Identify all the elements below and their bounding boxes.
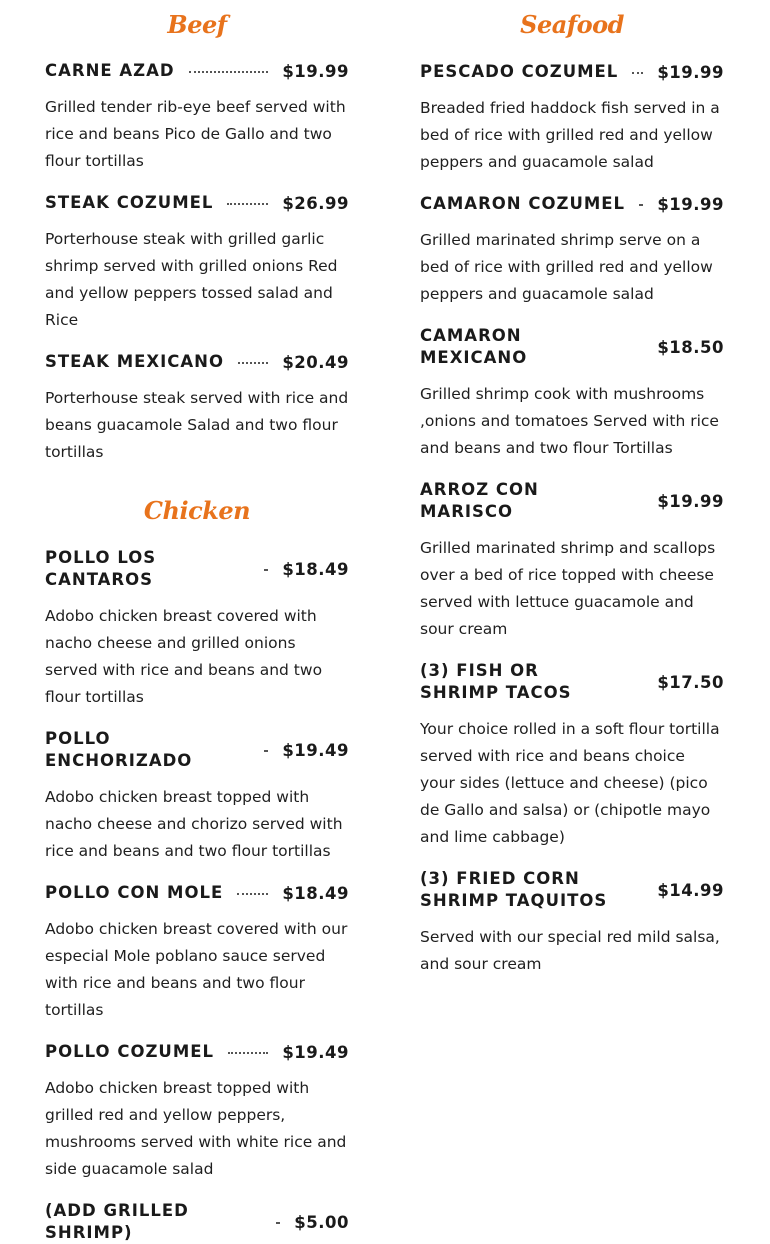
menu-item-description: Served with our special red mild salsa, and sour cream xyxy=(420,928,720,973)
menu-item-description: Adobo chicken breast topped with nacho cheese and chorizo served with rice and beans and two flour tortillas xyxy=(45,788,343,860)
dotted-leader xyxy=(238,362,268,364)
menu-item-name: PESCADO COZUMEL xyxy=(420,62,619,81)
menu-item xyxy=(45,547,349,711)
dotted-leader xyxy=(237,893,268,895)
menu-item-price: $18.49 xyxy=(282,883,349,903)
menu-item xyxy=(420,325,724,462)
menu-item-name: (3) FRIED CORN SHRIMP TAQUITOS xyxy=(420,869,608,910)
menu-item-header xyxy=(45,60,349,82)
menu-item-header xyxy=(45,882,349,904)
menu-item xyxy=(420,868,724,978)
menu-item-description: Adobo chicken breast covered with nacho cheese and grilled onions served with rice and beans and two flour tortillas xyxy=(45,607,323,706)
menu-item-header xyxy=(45,192,349,214)
right-column xyxy=(420,0,724,978)
dotted-leader xyxy=(632,72,643,74)
menu-item xyxy=(45,60,349,175)
menu-item-price: $19.99 xyxy=(657,62,724,82)
dotted-leader xyxy=(227,203,268,205)
menu-item xyxy=(45,1041,349,1183)
menu-item xyxy=(45,192,349,334)
menu-item-name: (3) FISH OR SHRIMP TACOS xyxy=(420,661,572,702)
menu-item-header xyxy=(45,1200,349,1244)
menu-item-price: $5.00 xyxy=(294,1212,349,1232)
menu-item xyxy=(420,61,724,176)
menu-item-description: Grilled marinated shrimp and scallops over a bed of rice topped with cheese served with lettuce guacamole and sour cream xyxy=(420,539,716,638)
menu-item-name: POLLO ENCHORIZADO xyxy=(45,729,193,770)
menu-item xyxy=(45,1200,349,1244)
menu-item-header xyxy=(45,728,349,772)
menu-item-description: Your choice rolled in a soft flour tortilla served with rice and beans choice your sides (lettuce and cheese) (pico de Gallo and salsa) or (chipotle mayo and lime cabbage) xyxy=(420,720,720,846)
menu-item-price: $18.49 xyxy=(282,559,349,579)
dotted-leader xyxy=(276,1222,280,1224)
menu-item-name: CAMARON COZUMEL xyxy=(420,194,626,213)
menu-item-price: $20.49 xyxy=(282,352,349,372)
menu-item-description: Grilled marinated shrimp serve on a bed of rice with grilled red and yellow peppers and guacamole salad xyxy=(420,231,713,303)
menu-item-price: $19.99 xyxy=(657,194,724,214)
menu-item-header xyxy=(45,1041,349,1063)
section-title-beef: Beef xyxy=(167,10,227,39)
menu-item-name: POLLO COZUMEL xyxy=(45,1042,215,1061)
menu-item-name: ARROZ CON MARISCO xyxy=(420,480,539,521)
menu-item-name: POLLO CON MOLE xyxy=(45,883,224,902)
menu-item-header xyxy=(420,660,724,704)
menu-item xyxy=(45,351,349,466)
menu-item-price: $19.99 xyxy=(282,61,349,81)
section-title-seafood: Seafood xyxy=(520,10,624,39)
menu-item-name: CARNE AZAD xyxy=(45,61,175,80)
menu-item xyxy=(45,882,349,1024)
menu-item-price: $18.50 xyxy=(657,337,724,357)
menu-item-name: (ADD GRILLED SHRIMP) xyxy=(45,1201,189,1242)
dotted-leader xyxy=(189,71,269,73)
menu-item-price: $19.49 xyxy=(282,1042,349,1062)
dotted-leader xyxy=(264,569,268,571)
menu-item xyxy=(420,660,724,851)
menu-item-header xyxy=(420,868,724,912)
menu-item-name: STEAK MEXICANO xyxy=(45,352,224,371)
menu-item-description: Grilled tender rib-eye beef served with rice and beans Pico de Gallo and two flour tortillas xyxy=(45,98,346,170)
dotted-leader xyxy=(228,1052,268,1054)
menu-item-name: POLLO LOS CANTAROS xyxy=(45,548,157,589)
menu-item-price: $17.50 xyxy=(657,672,724,692)
menu-item-header xyxy=(420,479,724,523)
section-title-chicken: Chicken xyxy=(143,496,251,525)
menu-item-description: Breaded fried haddock fish served in a bed of rice with grilled red and yellow peppers and guacamole salad xyxy=(420,99,720,171)
menu-item-description: Adobo chicken breast covered with our especial Mole poblano sauce served with rice and beans and two flour tortillas xyxy=(45,920,348,1019)
menu-item-price: $26.99 xyxy=(282,193,349,213)
menu-item-header xyxy=(420,325,724,369)
menu-item-price: $19.99 xyxy=(657,491,724,511)
menu-item-header xyxy=(420,193,724,215)
dotted-leader xyxy=(264,750,268,752)
menu-item xyxy=(420,193,724,308)
menu-item xyxy=(45,728,349,865)
menu-item-name: STEAK COZUMEL xyxy=(45,193,214,212)
menu-item-header xyxy=(45,351,349,373)
menu-item-header xyxy=(45,547,349,591)
menu-item-header xyxy=(420,61,724,83)
menu-item-name: CAMARON MEXICANO xyxy=(420,326,528,367)
menu-item-description: Porterhouse steak with grilled garlic shrimp served with grilled onions Red and yellow peppers tossed salad and Rice xyxy=(45,230,338,329)
menu-item-price: $19.49 xyxy=(282,740,349,760)
dotted-leader xyxy=(639,204,643,206)
menu-item-price: $14.99 xyxy=(657,880,724,900)
left-column xyxy=(45,0,349,1244)
menu-item-description: Porterhouse steak served with rice and beans guacamole Salad and two flour tortillas xyxy=(45,389,349,461)
menu-item-description: Grilled shrimp cook with mushrooms ,onions and tomatoes Served with rice and beans and two flour Tortillas xyxy=(420,385,719,457)
menu-item-description: Adobo chicken breast topped with grilled red and yellow peppers, mushrooms served with white rice and side guacamole salad xyxy=(45,1079,347,1178)
menu-item xyxy=(420,479,724,643)
